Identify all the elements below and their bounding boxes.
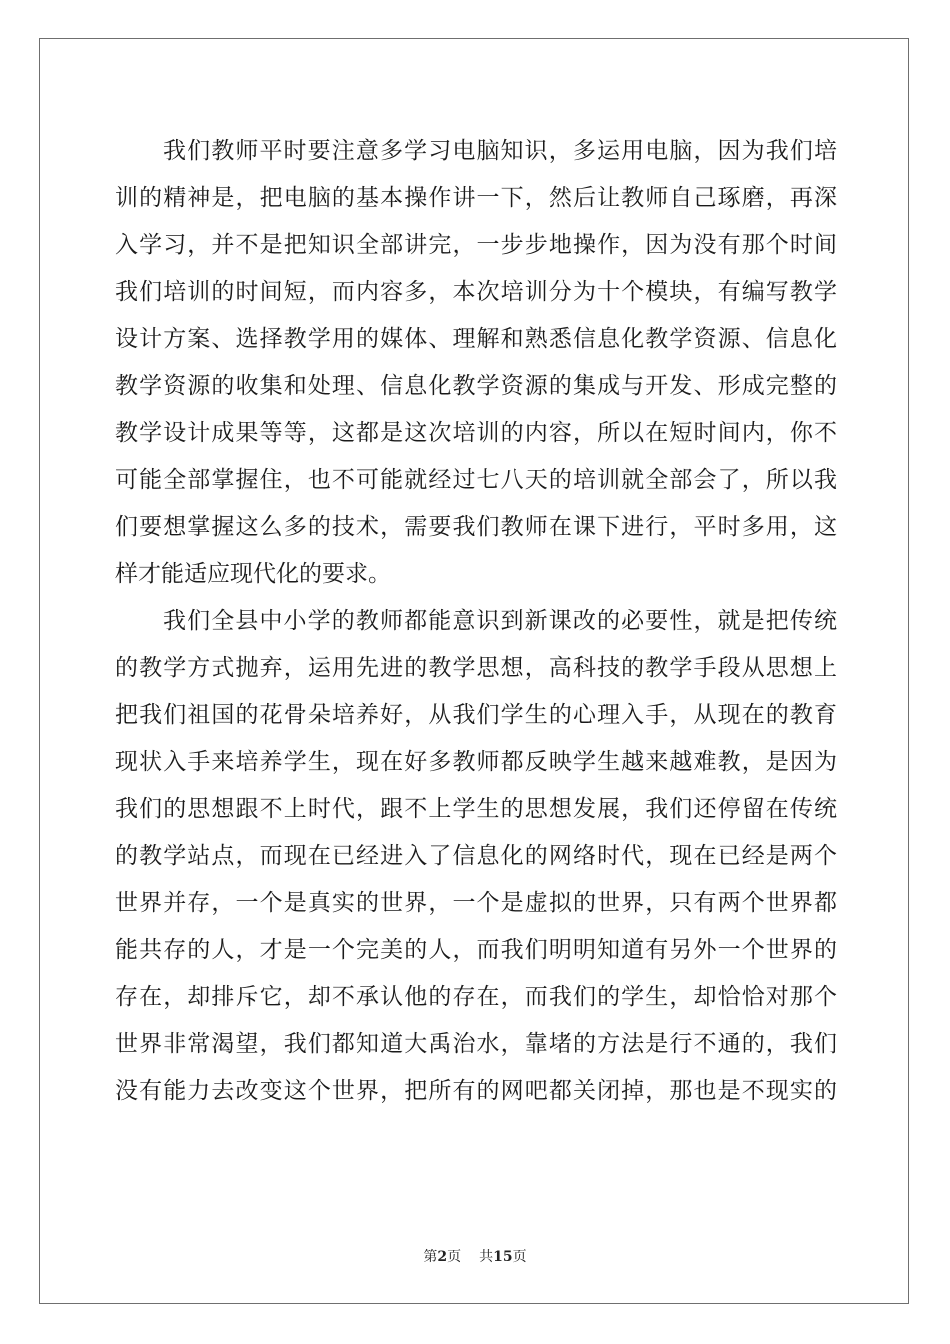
- paragraph-1-line-3: 入学习，并不是把知识全部讲完，一步步地操作，因为没有那个时间: [115, 232, 837, 258]
- page-number: 2: [437, 1249, 448, 1265]
- page-suffix: 页: [447, 1249, 462, 1265]
- paragraph-1-line-9: 们要想掌握这么多的技术，需要我们教师在课下进行，平时多用，这: [115, 514, 837, 540]
- paragraph-1-line-7: 教学设计成果等等，这都是这次培训的内容，所以在短时间内，你不: [115, 420, 837, 446]
- paragraph-2-line-4: 现状入手来培养学生，现在好多教师都反映学生越来越难教，是因为: [115, 749, 837, 775]
- paragraph-2-line-8: 能共存的人，才是一个完美的人，而我们明明知道有另外一个世界的: [115, 937, 837, 963]
- paragraph-1-line-1: 我们教师平时要注意多学习电脑知识，多运用电脑，因为我们培: [163, 138, 837, 164]
- paragraph-2-line-11: 没有能力去改变这个世界，把所有的网吧都关闭掉，那也是不现实的: [115, 1078, 837, 1104]
- paragraph-2-line-9: 存在，却排斥它，却不承认他的存在，而我们的学生，却恰恰对那个: [115, 984, 837, 1010]
- paragraph-2-line-7: 世界并存，一个是真实的世界，一个是虚拟的世界，只有两个世界都: [115, 890, 837, 916]
- paragraph-1-line-8: 可能全部掌握住，也不可能就经过七八天的培训就全部会了，所以我: [115, 467, 837, 493]
- paragraph-2-line-3: 把我们祖国的花骨朵培养好，从我们学生的心理入手，从现在的教育: [115, 702, 837, 728]
- paragraph-2-line-10: 世界非常渴望，我们都知道大禹治水，靠堵的方法是行不通的，我们: [115, 1031, 837, 1057]
- paragraph-2-line-5: 我们的思想跟不上时代，跟不上学生的思想发展，我们还停留在传统: [115, 796, 837, 822]
- paragraph-2-line-6: 的教学站点，而现在已经进入了信息化的网络时代，现在已经是两个: [115, 843, 837, 869]
- total-suffix: 页: [512, 1249, 527, 1265]
- total-prefix: 共: [479, 1249, 494, 1265]
- paragraph-1-line-5: 设计方案、选择教学用的媒体、理解和熟悉信息化教学资源、信息化: [115, 326, 837, 352]
- document-body: [115, 128, 837, 1115]
- paragraph-1-line-10: 样才能适应现代化的要求。: [115, 561, 391, 587]
- total-pages: 15: [493, 1249, 513, 1265]
- paragraph-1-line-6: 教学资源的收集和处理、信息化教学资源的集成与开发、形成完整的: [115, 373, 837, 399]
- paragraph-1-line-2: 训的精神是，把电脑的基本操作讲一下，然后让教师自己琢磨，再深: [115, 185, 837, 211]
- page-prefix: 第: [423, 1249, 438, 1265]
- paragraph-2-line-2: 的教学方式抛弃，运用先进的教学思想，高科技的教学手段从思想上: [115, 655, 837, 681]
- paragraph-2-line-1: 我们全县中小学的教师都能意识到新课改的必要性，就是把传统: [163, 608, 837, 634]
- page-footer: [0, 1247, 950, 1267]
- paragraph-1-line-4: 我们培训的时间短，而内容多，本次培训分为十个模块，有编写教学: [115, 279, 837, 305]
